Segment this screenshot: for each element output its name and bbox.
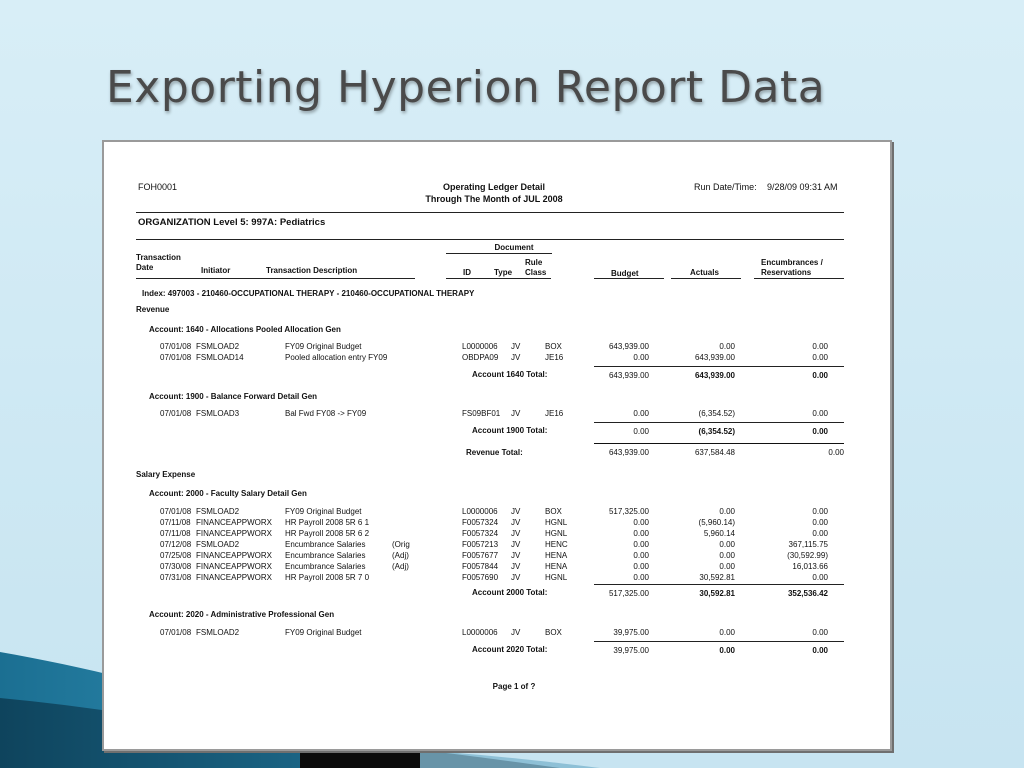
cell-budget: 0.00 <box>633 551 649 560</box>
cell-enc: 0.00 <box>812 353 828 362</box>
cell-date: 07/11/08 <box>160 518 191 527</box>
total-budget: 517,325.00 <box>608 589 649 598</box>
cell-id: OBDPA09 <box>462 353 499 362</box>
cell-enc: 0.00 <box>812 518 828 527</box>
cell-description: FY09 Original Budget <box>285 342 362 351</box>
cell-rule: HENC <box>545 540 568 549</box>
divider <box>671 278 741 279</box>
total-enc: 0.00 <box>828 448 844 457</box>
report-subtitle: Through The Month of JUL 2008 <box>425 194 563 204</box>
divider <box>594 422 844 423</box>
cell-type: JV <box>511 529 521 538</box>
cell-type: JV <box>511 628 521 637</box>
cell-initiator: FINANCEAPPWORX <box>196 529 273 538</box>
cell-budget: 39,975.00 <box>613 628 649 637</box>
total-actuals: 0.00 <box>719 646 735 655</box>
cell-rule: HGNL <box>545 518 568 527</box>
cell-id: F0057213 <box>462 540 499 549</box>
cell-date: 07/25/08 <box>160 551 192 560</box>
col-enc-1: Encumbrances / <box>761 258 823 267</box>
cell-enc: 16,013.66 <box>792 562 828 571</box>
cell-type: JV <box>511 540 521 549</box>
cell-actuals: 5,960.14 <box>703 529 735 538</box>
cell-date: 07/01/08 <box>160 628 192 637</box>
cell-actuals: 30,592.81 <box>699 573 735 582</box>
account-title: Account: 2020 - Administrative Professional Gen <box>149 610 335 619</box>
cell-type: JV <box>511 551 521 560</box>
cell-initiator: FSMLOAD2 <box>196 507 240 516</box>
revenue-total-label: Revenue Total: <box>466 448 523 457</box>
divider <box>594 278 664 279</box>
col-trans-date-2: Date <box>136 263 154 272</box>
cell-actuals: (6,354.52) <box>698 409 735 418</box>
cell-initiator: FINANCEAPPWORX <box>196 573 273 582</box>
cell-rule: HENA <box>545 551 568 560</box>
cell-actuals: 643,939.00 <box>694 353 735 362</box>
cell-enc: 0.00 <box>812 507 828 516</box>
cell-actuals: 0.00 <box>719 507 735 516</box>
divider <box>594 641 844 642</box>
cell-description: Encumbrance Salaries <box>285 540 366 549</box>
index-line: Index: 497003 - 210460-OCCUPATIONAL THERAPY - 210460-OCCUPATIONAL THERAPY <box>142 289 475 298</box>
cell-type: JV <box>511 573 521 582</box>
organization-line: ORGANIZATION Level 5: 997A: Pediatrics <box>138 217 326 228</box>
col-rule-1: Rule <box>525 258 543 267</box>
col-trans-date-1: Transaction <box>136 253 181 262</box>
total-budget: 643,939.00 <box>608 448 649 457</box>
cell-enc: 0.00 <box>812 409 828 418</box>
page-footer: Page 1 of ? <box>492 682 536 691</box>
cell-initiator: FSMLOAD3 <box>196 409 240 418</box>
total-actuals: (6,354.52) <box>698 427 735 436</box>
cell-initiator: FSMLOAD2 <box>196 628 240 637</box>
document-header: Document <box>494 243 534 252</box>
cell-budget: 0.00 <box>633 353 649 362</box>
total-enc: 0.00 <box>812 427 828 436</box>
cell-id: F0057677 <box>462 551 499 560</box>
divider <box>594 584 844 585</box>
cell-id: F0057690 <box>462 573 499 582</box>
cell-enc: (30,592.99) <box>787 551 828 560</box>
cell-budget: 0.00 <box>633 573 649 582</box>
divider <box>594 366 844 367</box>
divider <box>136 278 415 279</box>
total-actuals: 30,592.81 <box>699 589 735 598</box>
cell-actuals: (5,960.14) <box>698 518 735 527</box>
cell-type: JV <box>511 507 521 516</box>
cell-enc: 367,115.75 <box>788 540 828 549</box>
cell-enc: 0.00 <box>812 573 828 582</box>
cell-date: 07/11/08 <box>160 529 191 538</box>
cell-description: HR Payroll 2008 5R 7 0 <box>285 573 370 582</box>
divider <box>594 443 844 444</box>
account-total-label: Account 2020 Total: <box>472 645 548 654</box>
cell-description: Bal Fwd FY08 -> FY09 <box>285 409 367 418</box>
cell-date: 07/30/08 <box>160 562 192 571</box>
cell-date: 07/01/08 <box>160 342 192 351</box>
cell-type: JV <box>511 518 521 527</box>
account-total-label: Account 1640 Total: <box>472 370 548 379</box>
report-page <box>102 140 892 751</box>
cell-description: Pooled allocation entry FY09 <box>285 353 388 362</box>
cell-id: F0057844 <box>462 562 499 571</box>
cell-description: HR Payroll 2008 5R 6 1 <box>285 518 370 527</box>
total-budget: 643,939.00 <box>608 371 649 380</box>
cell-date: 07/01/08 <box>160 409 192 418</box>
cell-id: L0000006 <box>462 342 498 351</box>
cell-actuals: 0.00 <box>719 342 735 351</box>
divider <box>754 278 844 279</box>
cell-type: JV <box>511 409 521 418</box>
cell-description: HR Payroll 2008 5R 6 2 <box>285 529 370 538</box>
report-title: Operating Ledger Detail <box>442 182 546 192</box>
total-enc: 0.00 <box>812 371 828 380</box>
cell-initiator: FSMLOAD2 <box>196 342 240 351</box>
account-total-label: Account 1900 Total: <box>472 426 548 435</box>
col-id: ID <box>463 268 471 277</box>
cell-budget: 0.00 <box>633 518 649 527</box>
cell-rule: HENA <box>545 562 568 571</box>
cell-budget: 517,325.00 <box>608 507 649 516</box>
cell-enc: 0.00 <box>812 342 828 351</box>
revenue-label: Revenue <box>136 305 170 314</box>
divider <box>136 239 844 240</box>
cell-rule: BOX <box>545 507 562 516</box>
salary-label: Salary Expense <box>136 470 196 479</box>
run-value: 9/28/09 09:31 AM <box>767 182 838 192</box>
cell-rule: JE16 <box>545 409 564 418</box>
col-rule-2: Class <box>525 268 547 277</box>
run-label: Run Date/Time: <box>694 182 757 192</box>
cell-type: JV <box>511 562 521 571</box>
cell-initiator: FSMLOAD2 <box>196 540 240 549</box>
cell-date: 07/12/08 <box>160 540 192 549</box>
total-budget: 39,975.00 <box>613 646 649 655</box>
cell-note: (Orig <box>392 540 410 549</box>
divider <box>136 212 844 213</box>
cell-initiator: FINANCEAPPWORX <box>196 551 273 560</box>
cell-budget: 0.00 <box>633 409 649 418</box>
slide-title: Exporting Hyperion Report Data <box>106 62 826 113</box>
cell-enc: 0.00 <box>812 529 828 538</box>
cell-rule: JE16 <box>545 353 564 362</box>
cell-actuals: 0.00 <box>719 628 735 637</box>
account-title: Account: 1900 - Balance Forward Detail Gen <box>149 392 318 401</box>
cell-type: JV <box>511 353 521 362</box>
cell-enc: 0.00 <box>812 628 828 637</box>
cell-initiator: FINANCEAPPWORX <box>196 518 273 527</box>
col-description: Transaction Description <box>266 266 358 275</box>
divider <box>446 278 551 279</box>
total-actuals: 637,584.48 <box>694 448 735 457</box>
account-total-label: Account 2000 Total: <box>472 588 548 597</box>
col-initiator: Initiator <box>201 266 231 275</box>
cell-rule: HGNL <box>545 529 568 538</box>
col-type: Type <box>494 268 513 277</box>
cell-description: FY09 Original Budget <box>285 507 362 516</box>
cell-rule: HGNL <box>545 573 568 582</box>
cell-actuals: 0.00 <box>719 562 735 571</box>
cell-id: L0000006 <box>462 507 498 516</box>
cell-id: F0057324 <box>462 529 499 538</box>
cell-rule: BOX <box>545 342 562 351</box>
report-code: FOH0001 <box>138 182 178 192</box>
total-enc: 0.00 <box>812 646 828 655</box>
cell-budget: 643,939.00 <box>608 342 649 351</box>
col-enc-2: Reservations <box>761 268 812 277</box>
cell-date: 07/01/08 <box>160 507 192 516</box>
total-actuals: 643,939.00 <box>694 371 735 380</box>
cell-initiator: FINANCEAPPWORX <box>196 562 273 571</box>
cell-id: L0000006 <box>462 628 498 637</box>
cell-actuals: 0.00 <box>719 540 735 549</box>
cell-type: JV <box>511 342 521 351</box>
cell-rule: BOX <box>545 628 562 637</box>
cell-initiator: FSMLOAD14 <box>196 353 244 362</box>
col-budget: Budget <box>611 269 639 278</box>
cell-id: F0057324 <box>462 518 499 527</box>
account-title: Account: 2000 - Faculty Salary Detail Gen <box>149 489 307 498</box>
cell-description: Encumbrance Salaries <box>285 562 366 571</box>
cell-actuals: 0.00 <box>719 551 735 560</box>
cell-budget: 0.00 <box>633 562 649 571</box>
cell-description: Encumbrance Salaries <box>285 551 366 560</box>
cell-budget: 0.00 <box>633 529 649 538</box>
cell-date: 07/01/08 <box>160 353 192 362</box>
cell-id: FS09BF01 <box>462 409 501 418</box>
cell-note: (Adj) <box>392 562 409 571</box>
cell-date: 07/31/08 <box>160 573 192 582</box>
col-actuals: Actuals <box>690 268 719 277</box>
cell-description: FY09 Original Budget <box>285 628 362 637</box>
total-budget: 0.00 <box>633 427 649 436</box>
total-enc: 352,536.42 <box>787 589 828 598</box>
cell-note: (Adj) <box>392 551 409 560</box>
divider <box>446 253 552 254</box>
account-title: Account: 1640 - Allocations Pooled Allocation Gen <box>149 325 341 334</box>
cell-budget: 0.00 <box>633 540 649 549</box>
